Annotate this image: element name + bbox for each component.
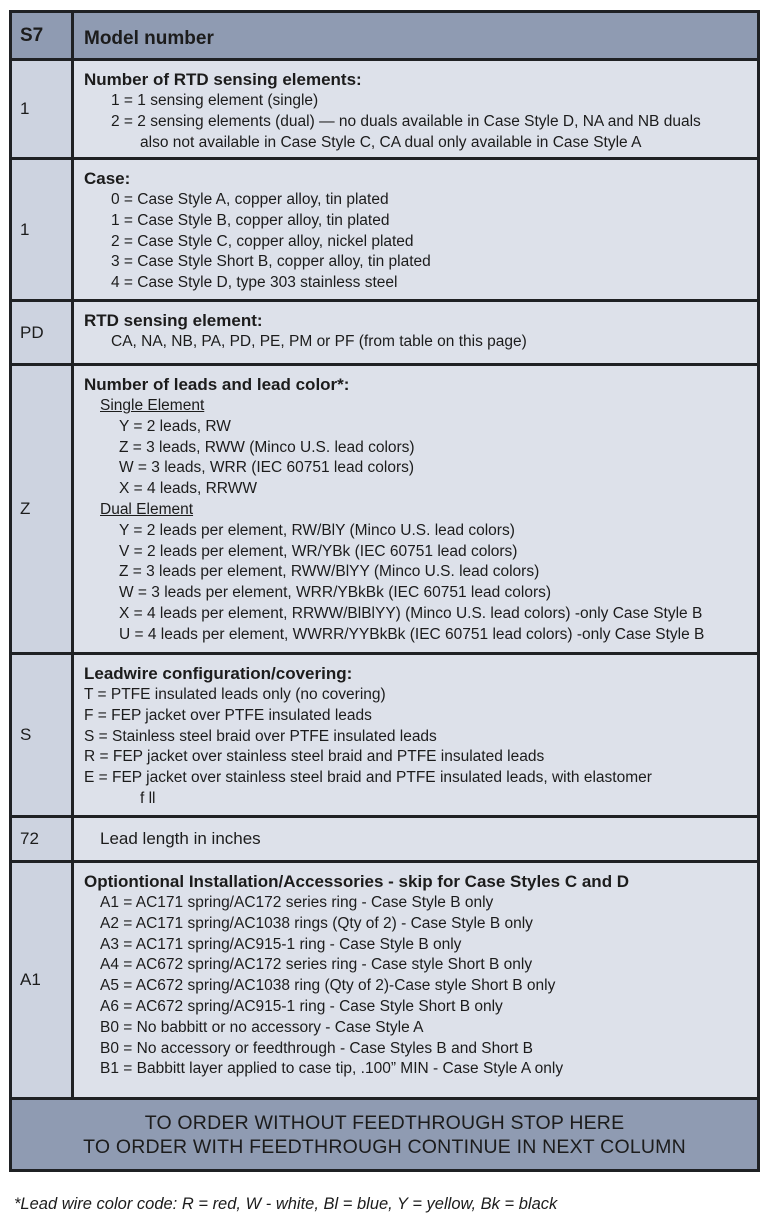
lead-color-footnote: *Lead wire color code: R = red, W - white, Bl = blue, Y = yellow, Bk = black	[14, 1195, 558, 1213]
option-line: f ll	[140, 789, 156, 807]
row-rtd-element	[12, 302, 757, 363]
model-number-table	[9, 10, 760, 1172]
row-code: PD	[12, 302, 71, 363]
option-line: F = FEP jacket over PTFE insulated leads	[84, 706, 372, 724]
option-line: R = FEP jacket over stainless steel braid and PTFE insulated leads	[84, 748, 545, 766]
option-line: S = Stainless steel braid over PTFE insulated leads	[84, 727, 437, 745]
order-instruction-banner	[12, 1100, 757, 1169]
row-lead-length	[12, 818, 757, 860]
row-content	[74, 61, 757, 157]
option-line: Z = 3 leads per element, RWW/BlYY (Minco U.S. lead colors)	[119, 563, 540, 581]
row-sensing-elements	[12, 61, 757, 157]
order-instruction-line-1: TO ORDER WITHOUT FEEDTHROUGH STOP HERE	[144, 1111, 625, 1134]
option-line: 3 = Case Style Short B, copper alloy, tin plated	[111, 253, 431, 271]
row-title: RTD sensing element:	[84, 311, 263, 330]
option-line: W = 3 leads per element, WRR/YBkBk (IEC 60751 lead colors)	[119, 584, 552, 602]
option-line: CA, NA, NB, PA, PD, PE, PM or PF (from table on this page)	[111, 333, 527, 350]
row-title: Number of RTD sensing elements:	[84, 70, 362, 89]
row-title: Case:	[84, 169, 131, 188]
header-row	[12, 13, 757, 58]
option-line: Y = 2 leads, RW	[119, 417, 231, 435]
row-content	[74, 302, 757, 363]
option-line: X = 4 leads per element, RRWW/BlBlYY) (Minco U.S. lead colors) -only Case Style B	[119, 604, 703, 622]
option-line: A5 = AC672 spring/AC1038 ring (Qty of 2)-Case style Short B only	[100, 977, 556, 995]
option-line: also not available in Case Style C, CA dual only available in Case Style A	[140, 133, 642, 151]
row-code: 1	[12, 61, 71, 157]
row-code: 72	[12, 818, 71, 860]
option-line: B0 = No accessory or feedthrough - Case Styles B and Short B	[100, 1039, 533, 1057]
option-line: B0 = No babbitt or no accessory - Case Style A	[100, 1018, 424, 1036]
single-element-heading: Single Element	[100, 397, 205, 414]
dual-element-heading: Dual Element	[100, 500, 194, 518]
row-content	[74, 655, 757, 815]
option-line: U = 4 leads per element, WWRR/YYBkBk (IEC 60751 lead colors) -only Case Style B	[119, 625, 705, 643]
option-line: 4 = Case Style D, type 303 stainless steel	[111, 274, 398, 292]
option-line: 2 = 2 sensing elements (dual) — no duals available in Case Style D, NA and NB duals	[111, 112, 701, 130]
option-line: A1 = AC171 spring/AC172 series ring - Case Style B only	[100, 894, 494, 911]
option-line: 1 = Case Style B, copper alloy, tin plated	[111, 211, 390, 229]
option-line: Z = 3 leads, RWW (Minco U.S. lead colors)	[119, 438, 415, 456]
row-case	[12, 160, 757, 299]
row-code: A1	[12, 863, 71, 1097]
header-code: S7	[12, 13, 71, 58]
row-title: Number of leads and lead color*:	[84, 375, 350, 394]
header-title: Model number	[74, 13, 757, 58]
row-code: Z	[12, 366, 71, 652]
option-line: X = 4 leads, RRWW	[119, 480, 257, 498]
option-line: V = 2 leads per element, WR/YBk (IEC 60751 lead colors)	[119, 542, 518, 560]
option-line: A6 = AC672 spring/AC915-1 ring - Case Style Short B only	[100, 997, 503, 1015]
row-title: Leadwire configuration/covering:	[84, 664, 353, 683]
row-code: 1	[12, 160, 71, 299]
row-leads	[12, 366, 757, 652]
option-line: Y = 2 leads per element, RW/BlY (Minco U.S. lead colors)	[119, 521, 515, 539]
row-code: S	[12, 655, 71, 815]
option-line: A3 = AC171 spring/AC915-1 ring - Case Style B only	[100, 935, 462, 953]
order-instruction-line-2: TO ORDER WITH FEEDTHROUGH CONTINUE IN NEXT COLUMN	[83, 1135, 686, 1158]
option-line: A2 = AC171 spring/AC1038 rings (Qty of 2) - Case Style B only	[100, 914, 533, 932]
option-line: T = PTFE insulated leads only (no covering)	[84, 686, 386, 703]
option-line: 0 = Case Style A, copper alloy, tin plated	[111, 191, 389, 208]
row-title: Lead length in inches	[100, 829, 261, 848]
row-content	[74, 863, 757, 1097]
row-accessories	[12, 863, 757, 1097]
row-title: Optiontional Installation/Accessories - skip for Case Styles C and D	[84, 872, 630, 891]
row-content	[74, 366, 757, 652]
option-line: B1 = Babbitt layer applied to case tip, .100” MIN - Case Style A only	[100, 1060, 564, 1078]
option-line: 2 = Case Style C, copper alloy, nickel plated	[111, 232, 414, 250]
row-content	[74, 160, 757, 299]
option-line: W = 3 leads, WRR (IEC 60751 lead colors)	[119, 459, 415, 477]
row-leadwire-covering	[12, 655, 757, 815]
option-line: A4 = AC672 spring/AC172 series ring - Case style Short B only	[100, 956, 533, 974]
option-line: 1 = 1 sensing element (single)	[111, 92, 319, 109]
option-line: E = FEP jacket over stainless steel braid and PTFE insulated leads, with elastomer	[84, 769, 652, 787]
row-content	[74, 818, 757, 860]
